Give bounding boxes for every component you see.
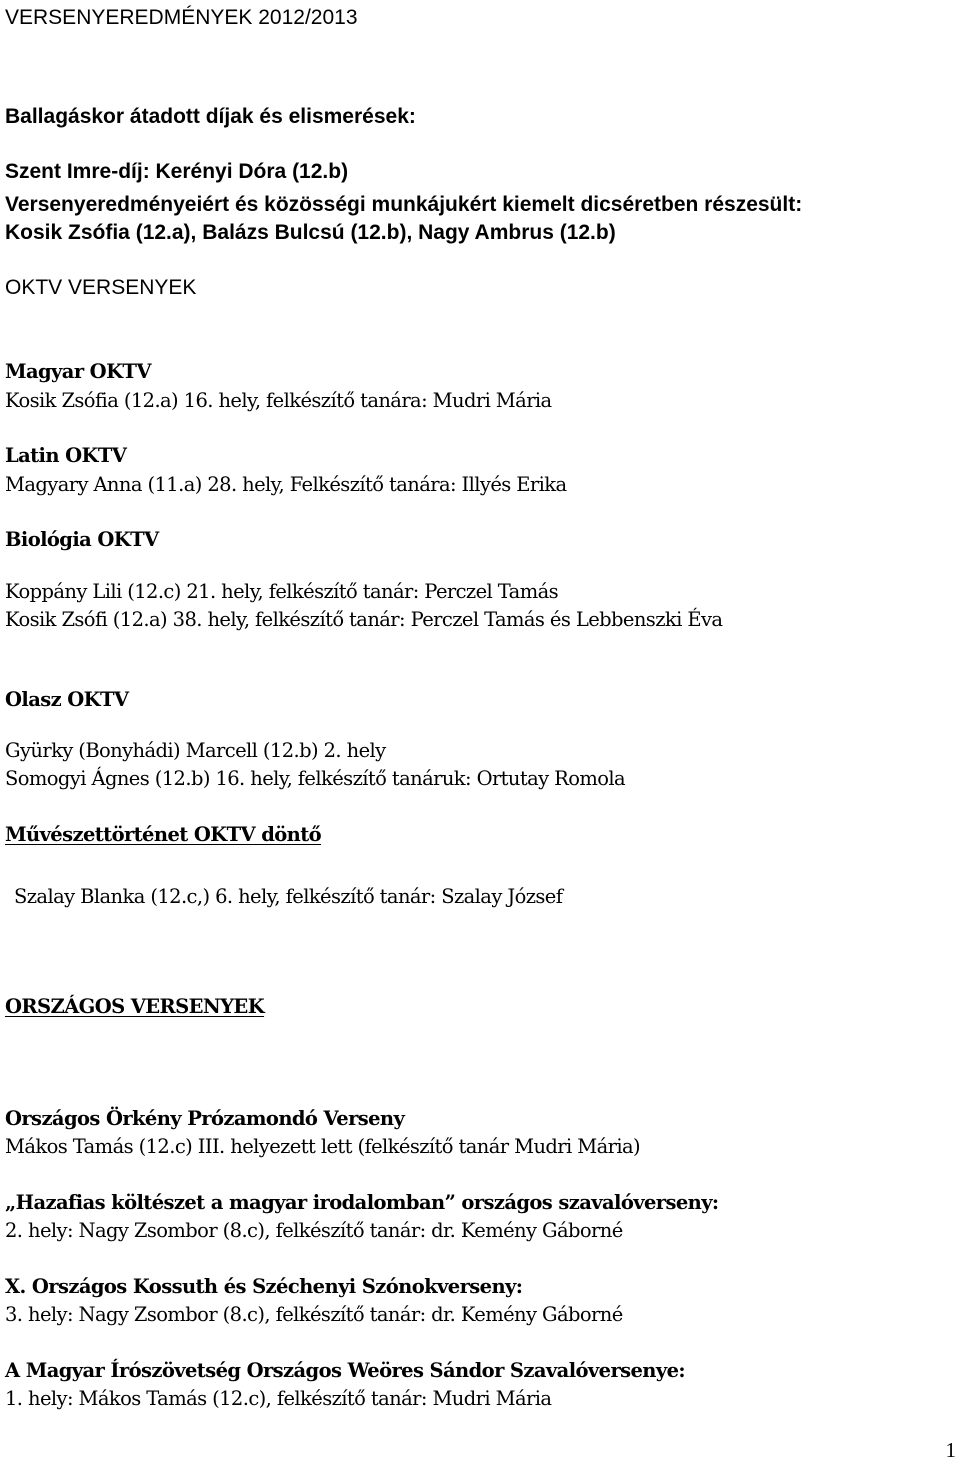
hazafias-result: 2. hely: Nagy Zsombor (8.c), felkészítő tanár: dr. Kemény Gáborné	[5, 1219, 623, 1242]
dicseret-line-1: Versenyeredményeiért és közösségi munkájukért kiemelt dicséretben részesült:	[5, 193, 803, 216]
dicseret-line-2: Kosik Zsófia (12.a), Balázs Bulcsú (12.b), Nagy Ambrus (12.b)	[5, 221, 616, 244]
orkeny-title: Országos Örkény Prózamondó Verseny	[5, 1107, 405, 1130]
latin-oktv-result: Magyary Anna (11.a) 28. hely, Felkészítő tanára: Illyés Erika	[5, 473, 567, 496]
szent-imre-award: Szent Imre-díj: Kerényi Dóra (12.b)	[5, 160, 349, 183]
kossuth-result: 3. hely: Nagy Zsombor (8.c), felkészítő tanár: dr. Kemény Gáborné	[5, 1303, 623, 1326]
magyar-oktv-result: Kosik Zsófia (12.a) 16. hely, felkészítő tanára: Mudri Mária	[5, 389, 552, 412]
magyar-oktv-title: Magyar OKTV	[5, 360, 151, 383]
ballagas-heading: Ballagáskor átadott díjak és elismerések:	[5, 105, 416, 128]
muveszet-oktv-result: Szalay Blanka (12.c,) 6. hely, felkészítő tanár: Szalay József	[14, 885, 563, 908]
muveszet-oktv-title: Művészettörténet OKTV döntő	[5, 823, 322, 846]
biologia-oktv-result-2: Kosik Zsófi (12.a) 38. hely, felkészítő tanár: Perczel Tamás és Lebbenszki Éva	[5, 608, 723, 631]
latin-oktv-title: Latin OKTV	[5, 444, 127, 467]
olasz-oktv-title: Olasz OKTV	[5, 688, 129, 711]
orszagos-heading: ORSZÁGOS VERSENYEK	[5, 995, 265, 1018]
orkeny-result: Mákos Tamás (12.c) III. helyezett lett (felkészítő tanár Mudri Mária)	[5, 1135, 641, 1158]
weores-result: 1. hely: Mákos Tamás (12.c), felkészítő tanár: Mudri Mária	[5, 1387, 552, 1410]
document-title: VERSENYEREDMÉNYEK 2012/2013	[5, 6, 358, 29]
kossuth-title: X. Országos Kossuth és Széchenyi Szónokverseny:	[5, 1275, 523, 1298]
hazafias-title: „Hazafias költészet a magyar irodalomban” országos szavalóverseny:	[5, 1191, 719, 1214]
biologia-oktv-result-1: Koppány Lili (12.c) 21. hely, felkészítő tanár: Perczel Tamás	[5, 580, 559, 603]
weores-title: A Magyar Írószövetség Országos Weöres Sándor Szavalóversenye:	[5, 1359, 686, 1382]
olasz-oktv-result-2: Somogyi Ágnes (12.b) 16. hely, felkészítő tanáruk: Ortutay Romola	[5, 767, 626, 790]
page-number: 1	[945, 1438, 956, 1462]
biologia-oktv-title: Biológia OKTV	[5, 528, 159, 551]
olasz-oktv-result-1: Gyürky (Bonyhádi) Marcell (12.b) 2. hely	[5, 739, 386, 762]
oktv-heading: OKTV VERSENYEK	[5, 276, 197, 299]
